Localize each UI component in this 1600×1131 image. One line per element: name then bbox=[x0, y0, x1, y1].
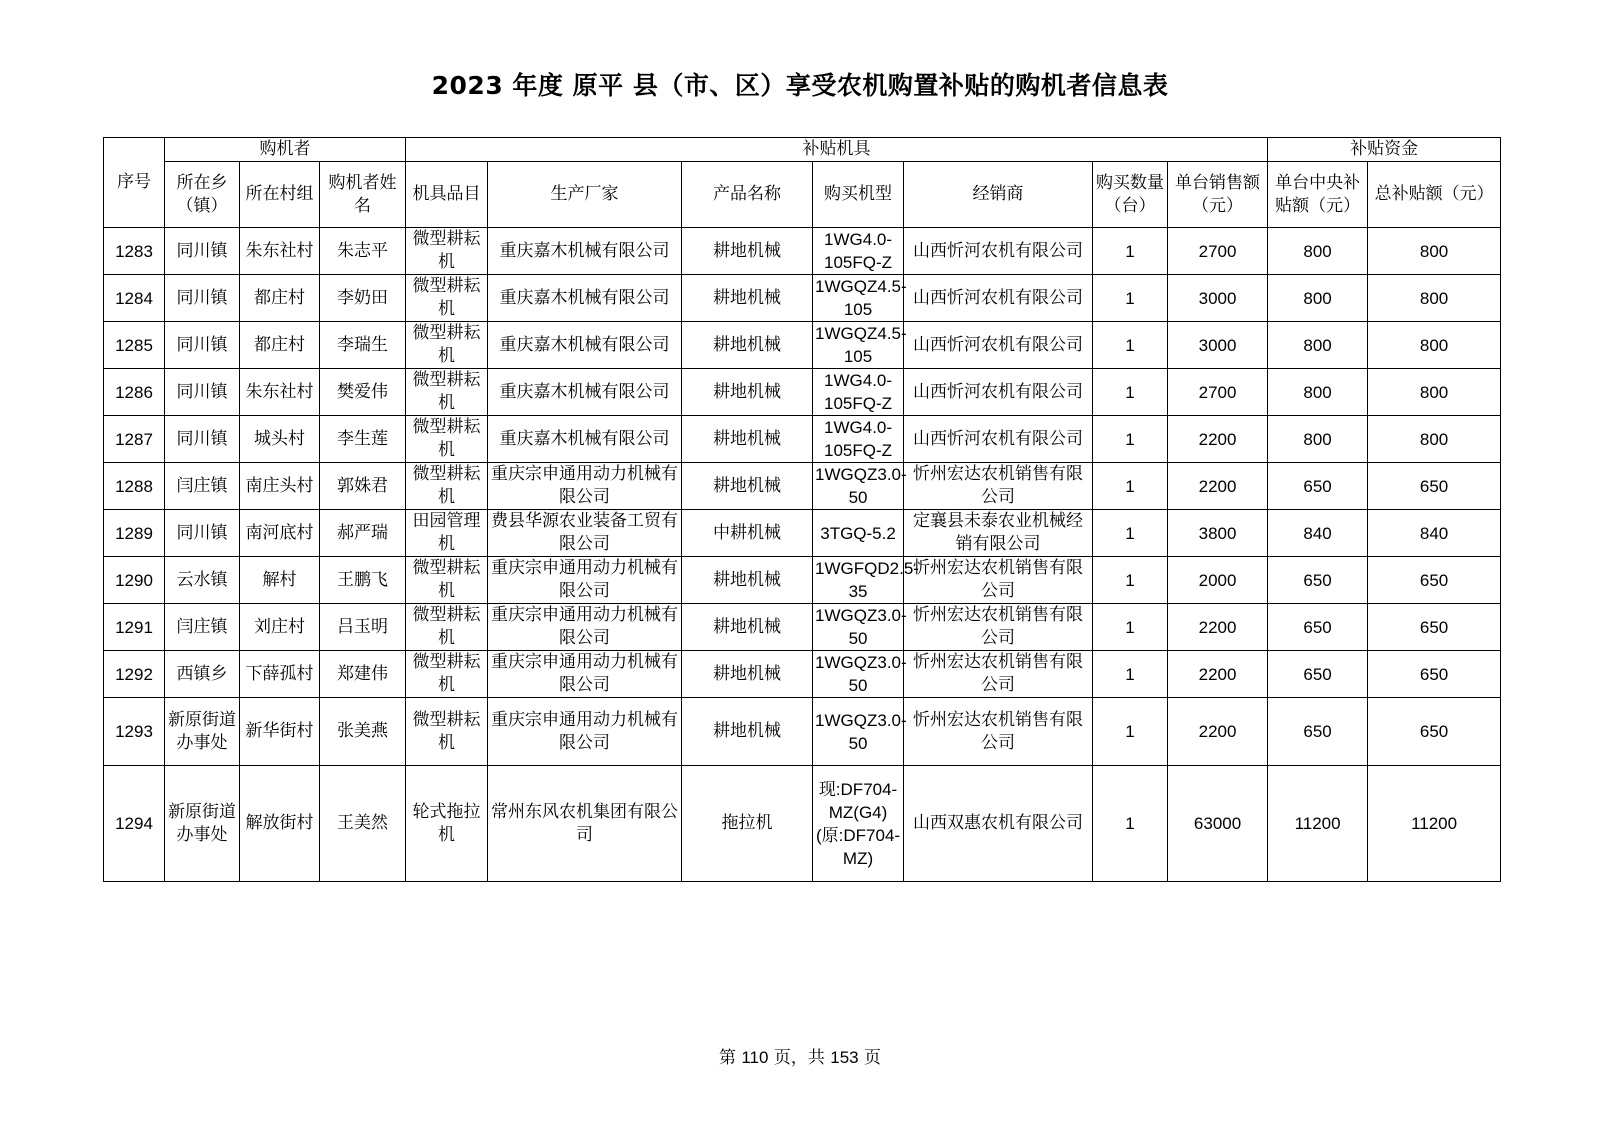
cell-price: 3800 bbox=[1168, 510, 1268, 557]
header-total: 总补贴额（元） bbox=[1368, 162, 1501, 228]
cell-product: 拖拉机 bbox=[682, 766, 813, 882]
cell-total: 650 bbox=[1368, 557, 1501, 604]
cell-price: 2200 bbox=[1168, 416, 1268, 463]
cell-product: 耕地机械 bbox=[682, 463, 813, 510]
cell-total: 650 bbox=[1368, 698, 1501, 766]
cell-dealer: 忻州宏达农机销售有限公司 bbox=[904, 557, 1093, 604]
cell-price: 2200 bbox=[1168, 651, 1268, 698]
cell-town: 同川镇 bbox=[165, 510, 240, 557]
cell-total: 800 bbox=[1368, 416, 1501, 463]
cell-price: 3000 bbox=[1168, 275, 1268, 322]
footer-page-number: 110 bbox=[741, 1048, 769, 1067]
cell-village: 解放街村 bbox=[240, 766, 320, 882]
cell-village: 都庄村 bbox=[240, 322, 320, 369]
cell-town: 同川镇 bbox=[165, 275, 240, 322]
table-row bbox=[104, 698, 1501, 766]
cell-qty: 1 bbox=[1093, 369, 1168, 416]
cell-maker: 费县华源农业装备工贸有限公司 bbox=[488, 510, 682, 557]
cell-price: 2000 bbox=[1168, 557, 1268, 604]
cell-seq: 1292 bbox=[104, 651, 165, 698]
cell-category: 微型耕耘机 bbox=[406, 651, 488, 698]
cell-price: 2200 bbox=[1168, 698, 1268, 766]
cell-seq: 1294 bbox=[104, 766, 165, 882]
cell-village: 下薛孤村 bbox=[240, 651, 320, 698]
cell-name: 王美然 bbox=[320, 766, 406, 882]
cell-price: 2200 bbox=[1168, 463, 1268, 510]
cell-model: 1WGQZ3.0-50 bbox=[813, 698, 904, 766]
cell-central: 800 bbox=[1268, 369, 1368, 416]
header-town: 所在乡（镇） bbox=[165, 162, 240, 228]
cell-seq: 1288 bbox=[104, 463, 165, 510]
cell-model: 1WGQZ3.0-50 bbox=[813, 651, 904, 698]
footer-mid: 页，共 bbox=[773, 1048, 825, 1068]
cell-model: 1WGFQD2.5-35 bbox=[813, 557, 904, 604]
table-row bbox=[104, 228, 1501, 275]
cell-town: 同川镇 bbox=[165, 369, 240, 416]
cell-name: 郑建伟 bbox=[320, 651, 406, 698]
cell-category: 微型耕耘机 bbox=[406, 557, 488, 604]
cell-total: 650 bbox=[1368, 463, 1501, 510]
cell-dealer: 忻州宏达农机销售有限公司 bbox=[904, 604, 1093, 651]
cell-seq: 1291 bbox=[104, 604, 165, 651]
cell-central: 650 bbox=[1268, 698, 1368, 766]
cell-total: 800 bbox=[1368, 322, 1501, 369]
cell-maker: 重庆嘉木机械有限公司 bbox=[488, 322, 682, 369]
cell-town: 同川镇 bbox=[165, 416, 240, 463]
cell-price: 2200 bbox=[1168, 604, 1268, 651]
cell-category: 微型耕耘机 bbox=[406, 275, 488, 322]
cell-price: 2700 bbox=[1168, 228, 1268, 275]
page-title: 2023 年度 原平 县（市、区）享受农机购置补贴的购机者信息表 bbox=[431, 71, 1169, 100]
table-row bbox=[104, 463, 1501, 510]
cell-town: 闫庄镇 bbox=[165, 463, 240, 510]
cell-dealer: 忻州宏达农机销售有限公司 bbox=[904, 651, 1093, 698]
cell-town: 新原街道办事处 bbox=[165, 698, 240, 766]
cell-product: 中耕机械 bbox=[682, 510, 813, 557]
cell-town: 同川镇 bbox=[165, 322, 240, 369]
page-footer bbox=[0, 1043, 1600, 1068]
cell-maker: 常州东风农机集团有限公司 bbox=[488, 766, 682, 882]
cell-name: 张美燕 bbox=[320, 698, 406, 766]
cell-name: 郭姝君 bbox=[320, 463, 406, 510]
cell-price: 3000 bbox=[1168, 322, 1268, 369]
cell-product: 耕地机械 bbox=[682, 416, 813, 463]
cell-maker: 重庆嘉木机械有限公司 bbox=[488, 228, 682, 275]
cell-dealer: 山西忻河农机有限公司 bbox=[904, 322, 1093, 369]
cell-town: 闫庄镇 bbox=[165, 604, 240, 651]
cell-name: 李奶田 bbox=[320, 275, 406, 322]
cell-total: 800 bbox=[1368, 275, 1501, 322]
cell-product: 耕地机械 bbox=[682, 651, 813, 698]
cell-dealer: 定襄县未泰农业机械经销有限公司 bbox=[904, 510, 1093, 557]
header-model: 购买机型 bbox=[813, 162, 904, 228]
cell-qty: 1 bbox=[1093, 322, 1168, 369]
cell-village: 朱东社村 bbox=[240, 369, 320, 416]
header-category: 机具品目 bbox=[406, 162, 488, 228]
table-row bbox=[104, 275, 1501, 322]
header-group-buyer: 购机者 bbox=[165, 138, 406, 162]
cell-qty: 1 bbox=[1093, 275, 1168, 322]
cell-maker: 重庆嘉木机械有限公司 bbox=[488, 369, 682, 416]
cell-name: 李瑞生 bbox=[320, 322, 406, 369]
cell-dealer: 忻州宏达农机销售有限公司 bbox=[904, 463, 1093, 510]
cell-maker: 重庆宗申通用动力机械有限公司 bbox=[488, 698, 682, 766]
cell-model: 3TGQ-5.2 bbox=[813, 510, 904, 557]
header-group-machine: 补贴机具 bbox=[406, 138, 1268, 162]
cell-seq: 1293 bbox=[104, 698, 165, 766]
cell-central: 650 bbox=[1268, 651, 1368, 698]
cell-seq: 1290 bbox=[104, 557, 165, 604]
cell-village: 解村 bbox=[240, 557, 320, 604]
cell-central: 650 bbox=[1268, 557, 1368, 604]
cell-qty: 1 bbox=[1093, 651, 1168, 698]
cell-product: 耕地机械 bbox=[682, 698, 813, 766]
cell-village: 南河底村 bbox=[240, 510, 320, 557]
cell-product: 耕地机械 bbox=[682, 322, 813, 369]
cell-qty: 1 bbox=[1093, 698, 1168, 766]
cell-central: 11200 bbox=[1268, 766, 1368, 882]
header-price: 单台销售额（元） bbox=[1168, 162, 1268, 228]
cell-qty: 1 bbox=[1093, 766, 1168, 882]
cell-maker: 重庆宗申通用动力机械有限公司 bbox=[488, 604, 682, 651]
cell-dealer: 忻州宏达农机销售有限公司 bbox=[904, 698, 1093, 766]
header-group-funds: 补贴资金 bbox=[1268, 138, 1501, 162]
cell-category: 微型耕耘机 bbox=[406, 604, 488, 651]
cell-central: 650 bbox=[1268, 604, 1368, 651]
cell-maker: 重庆嘉木机械有限公司 bbox=[488, 416, 682, 463]
cell-product: 耕地机械 bbox=[682, 275, 813, 322]
cell-model: 1WGQZ3.0-50 bbox=[813, 604, 904, 651]
cell-total: 800 bbox=[1368, 228, 1501, 275]
cell-name: 王鹏飞 bbox=[320, 557, 406, 604]
cell-category: 田园管理机 bbox=[406, 510, 488, 557]
cell-central: 650 bbox=[1268, 463, 1368, 510]
cell-seq: 1287 bbox=[104, 416, 165, 463]
header-maker: 生产厂家 bbox=[488, 162, 682, 228]
cell-seq: 1284 bbox=[104, 275, 165, 322]
cell-category: 轮式拖拉机 bbox=[406, 766, 488, 882]
cell-total: 800 bbox=[1368, 369, 1501, 416]
cell-name: 朱志平 bbox=[320, 228, 406, 275]
cell-qty: 1 bbox=[1093, 416, 1168, 463]
cell-dealer: 山西忻河农机有限公司 bbox=[904, 369, 1093, 416]
footer-pre: 第 bbox=[718, 1048, 736, 1068]
cell-maker: 重庆宗申通用动力机械有限公司 bbox=[488, 463, 682, 510]
cell-qty: 1 bbox=[1093, 463, 1168, 510]
cell-dealer: 山西双惠农机有限公司 bbox=[904, 766, 1093, 882]
cell-maker: 重庆宗申通用动力机械有限公司 bbox=[488, 557, 682, 604]
cell-dealer: 山西忻河农机有限公司 bbox=[904, 275, 1093, 322]
cell-qty: 1 bbox=[1093, 557, 1168, 604]
cell-town: 同川镇 bbox=[165, 228, 240, 275]
cell-village: 刘庄村 bbox=[240, 604, 320, 651]
cell-product: 耕地机械 bbox=[682, 369, 813, 416]
cell-seq: 1283 bbox=[104, 228, 165, 275]
cell-name: 吕玉明 bbox=[320, 604, 406, 651]
cell-qty: 1 bbox=[1093, 228, 1168, 275]
cell-total: 840 bbox=[1368, 510, 1501, 557]
cell-product: 耕地机械 bbox=[682, 604, 813, 651]
cell-category: 微型耕耘机 bbox=[406, 698, 488, 766]
header-village: 所在村组 bbox=[240, 162, 320, 228]
footer-post: 页 bbox=[864, 1048, 882, 1068]
cell-central: 800 bbox=[1268, 275, 1368, 322]
cell-central: 800 bbox=[1268, 322, 1368, 369]
footer-total-pages: 153 bbox=[830, 1048, 859, 1067]
cell-category: 微型耕耘机 bbox=[406, 322, 488, 369]
cell-town: 新原街道办事处 bbox=[165, 766, 240, 882]
table-row bbox=[104, 651, 1501, 698]
cell-category: 微型耕耘机 bbox=[406, 228, 488, 275]
cell-maker: 重庆宗申通用动力机械有限公司 bbox=[488, 651, 682, 698]
table-row bbox=[104, 604, 1501, 651]
cell-total: 11200 bbox=[1368, 766, 1501, 882]
cell-central: 800 bbox=[1268, 416, 1368, 463]
cell-model: 1WG4.0-105FQ-Z bbox=[813, 228, 904, 275]
cell-name: 郝严瑞 bbox=[320, 510, 406, 557]
table-row bbox=[104, 510, 1501, 557]
cell-village: 朱东社村 bbox=[240, 228, 320, 275]
header-name: 购机者姓名 bbox=[320, 162, 406, 228]
cell-product: 耕地机械 bbox=[682, 228, 813, 275]
cell-town: 云水镇 bbox=[165, 557, 240, 604]
cell-name: 樊爱伟 bbox=[320, 369, 406, 416]
header-qty: 购买数量（台） bbox=[1093, 162, 1168, 228]
cell-central: 840 bbox=[1268, 510, 1368, 557]
table-row bbox=[104, 557, 1501, 604]
cell-village: 新华街村 bbox=[240, 698, 320, 766]
cell-town: 西镇乡 bbox=[165, 651, 240, 698]
cell-seq: 1286 bbox=[104, 369, 165, 416]
cell-total: 650 bbox=[1368, 604, 1501, 651]
cell-village: 都庄村 bbox=[240, 275, 320, 322]
cell-product: 耕地机械 bbox=[682, 557, 813, 604]
cell-model: 1WGQZ3.0-50 bbox=[813, 463, 904, 510]
cell-model: 1WG4.0-105FQ-Z bbox=[813, 369, 904, 416]
header-dealer: 经销商 bbox=[904, 162, 1093, 228]
cell-maker: 重庆嘉木机械有限公司 bbox=[488, 275, 682, 322]
cell-village: 南庄头村 bbox=[240, 463, 320, 510]
cell-qty: 1 bbox=[1093, 604, 1168, 651]
cell-village: 城头村 bbox=[240, 416, 320, 463]
table-row bbox=[104, 416, 1501, 463]
cell-category: 微型耕耘机 bbox=[406, 369, 488, 416]
table-row bbox=[104, 369, 1501, 416]
cell-name: 李生莲 bbox=[320, 416, 406, 463]
table-row bbox=[104, 322, 1501, 369]
cell-seq: 1289 bbox=[104, 510, 165, 557]
cell-model: 1WGQZ4.5-105 bbox=[813, 275, 904, 322]
cell-total: 650 bbox=[1368, 651, 1501, 698]
table-row bbox=[104, 766, 1501, 882]
subsidy-table bbox=[103, 137, 1501, 882]
cell-dealer: 山西忻河农机有限公司 bbox=[904, 228, 1093, 275]
cell-price: 63000 bbox=[1168, 766, 1268, 882]
cell-price: 2700 bbox=[1168, 369, 1268, 416]
cell-model: 现:DF704-MZ(G4)(原:DF704-MZ) bbox=[813, 766, 904, 882]
cell-seq: 1285 bbox=[104, 322, 165, 369]
cell-category: 微型耕耘机 bbox=[406, 463, 488, 510]
cell-qty: 1 bbox=[1093, 510, 1168, 557]
header-central: 单台中央补贴额（元） bbox=[1268, 162, 1368, 228]
header-product: 产品名称 bbox=[682, 162, 813, 228]
cell-category: 微型耕耘机 bbox=[406, 416, 488, 463]
header-seq: 序号 bbox=[104, 138, 165, 228]
cell-central: 800 bbox=[1268, 228, 1368, 275]
cell-model: 1WG4.0-105FQ-Z bbox=[813, 416, 904, 463]
cell-model: 1WGQZ4.5-105 bbox=[813, 322, 904, 369]
cell-dealer: 山西忻河农机有限公司 bbox=[904, 416, 1093, 463]
